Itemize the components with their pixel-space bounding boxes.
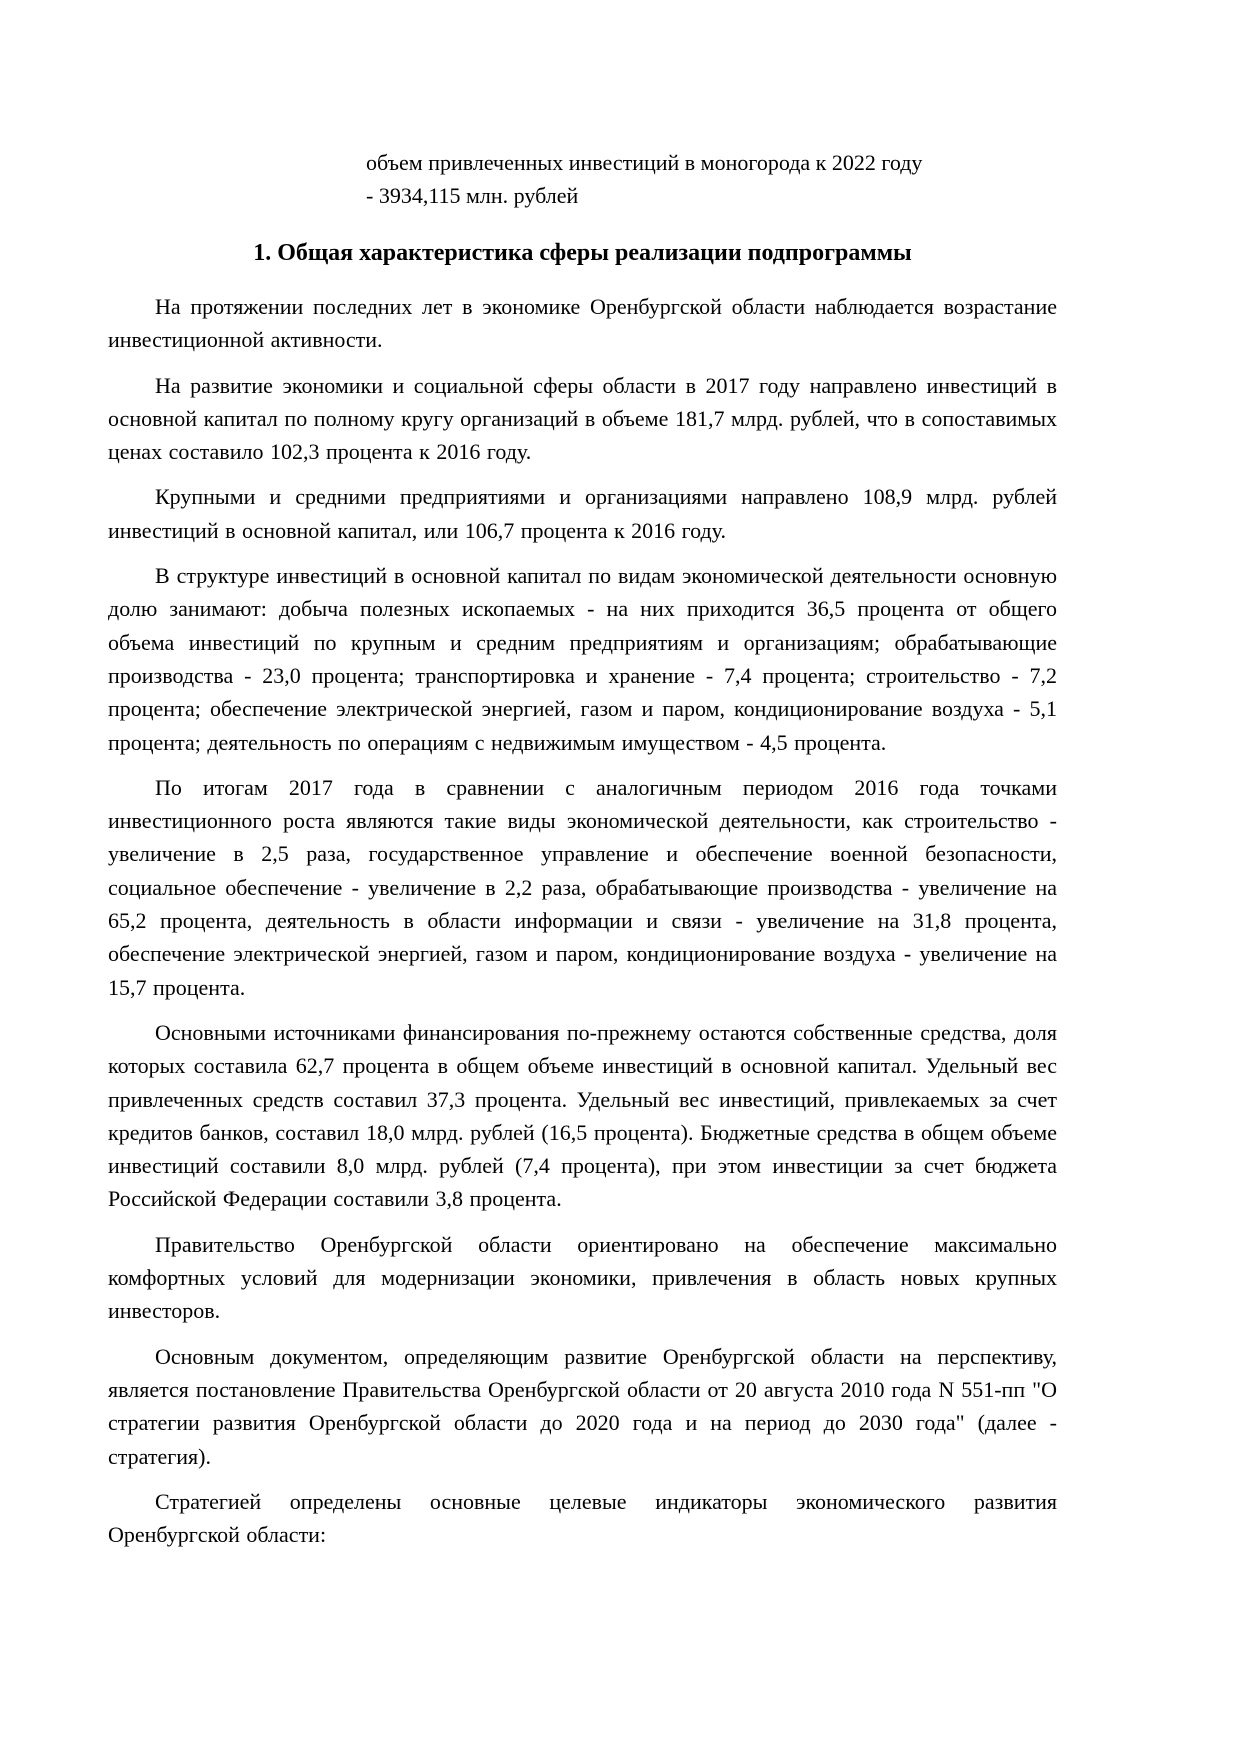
paragraph: Основными источниками финансирования по-прежнему остаются собственные средства, доля которых составила 62,7 процента в общем объеме инвестиций в основной капитал. Удельный вес привлеченных средств составил 37,3 процента. Удельный вес инвестиций, привлекаемых за счет кредитов банков, составил 18,0 млрд. рублей (16,5 процента). Бюджетные средства в общем объеме инвестиций составили 8,0 млрд. рублей (7,4 процента), при этом инвестиции за счет бюджета Российской Федерации составили 3,8 процента. [108,1019,1057,1212]
paragraph: На развитие экономики и социальной сферы области в 2017 году направлено инвестиций в основной капитал по полному кругу организаций в объеме 181,7 млрд. рублей, что в сопоставимых ценах составило 102,3 процента к 2016 году. [108,372,1057,465]
paragraph: В структуре инвестиций в основной капитал по видам экономической деятельности основную долю занимают: добыча полезных ископаемых - на них приходится 36,5 процента от общего объема инвестиций по крупным и средним предприятиям и организациям; обрабатывающие производства - 23,0 процента; транспортировка и хранение - 7,4 процента; строительство - 7,2 процента; обеспечение электрической энергией, газом и паром, кондиционирование воздуха - 5,1 процента; деятельность по операциям с недвижимым имуществом - 4,5 процента. [108,563,1057,755]
carryover-line: - 3934,115 млн. рублей [366,183,579,208]
carryover-line: объем привлеченных инвестиций в моногорода к 2022 году [366,150,923,175]
paragraph: По итогам 2017 года в сравнении с аналогичным периодом 2016 года точками инвестиционного роста являются такие виды экономической деятельности, как строительство - увеличение в 2,5 раза, государственное управление и обеспечение военной безопасности, социальное обеспечение - увеличение в 2,2 раза, обрабатывающие производства - увеличение на 65,2 процента, деятельность в области информации и связи - увеличение на 31,8 процента, обеспечение электрической энергией, газом и паром, кондиционирование воздуха - увеличение на 15,7 процента. [108,774,1057,1000]
paragraph: Стратегией определены основные целевые индикаторы экономического развития Оренбургской области: [108,1488,1057,1548]
carryover-block [366,146,1057,212]
paragraph: Правительство Оренбургской области ориентировано на обеспечение максимально комфортных условий для модернизации экономики, привлечения в область новых крупных инвесторов. [108,1231,1057,1324]
paragraph: На протяжении последних лет в экономике Оренбургской области наблюдается возрастание инвестиционной активности. [108,294,1057,353]
paragraph: Основным документом, определяющим развитие Оренбургской области на перспективу, является постановление Правительства Оренбургской области от 20 августа 2010 года N 551-пп "О стратегии развития Оренбургской области до 2020 года и на период до 2030 года" (далее - стратегия). [108,1343,1057,1469]
paragraph: Крупными и средними предприятиями и организациями направлено 108,9 млрд. рублей инвестиций в основной капитал, или 106,7 процента к 2016 году. [108,484,1057,543]
section-heading: 1. Общая характеристика сферы реализации подпрограммы [253,240,912,266]
